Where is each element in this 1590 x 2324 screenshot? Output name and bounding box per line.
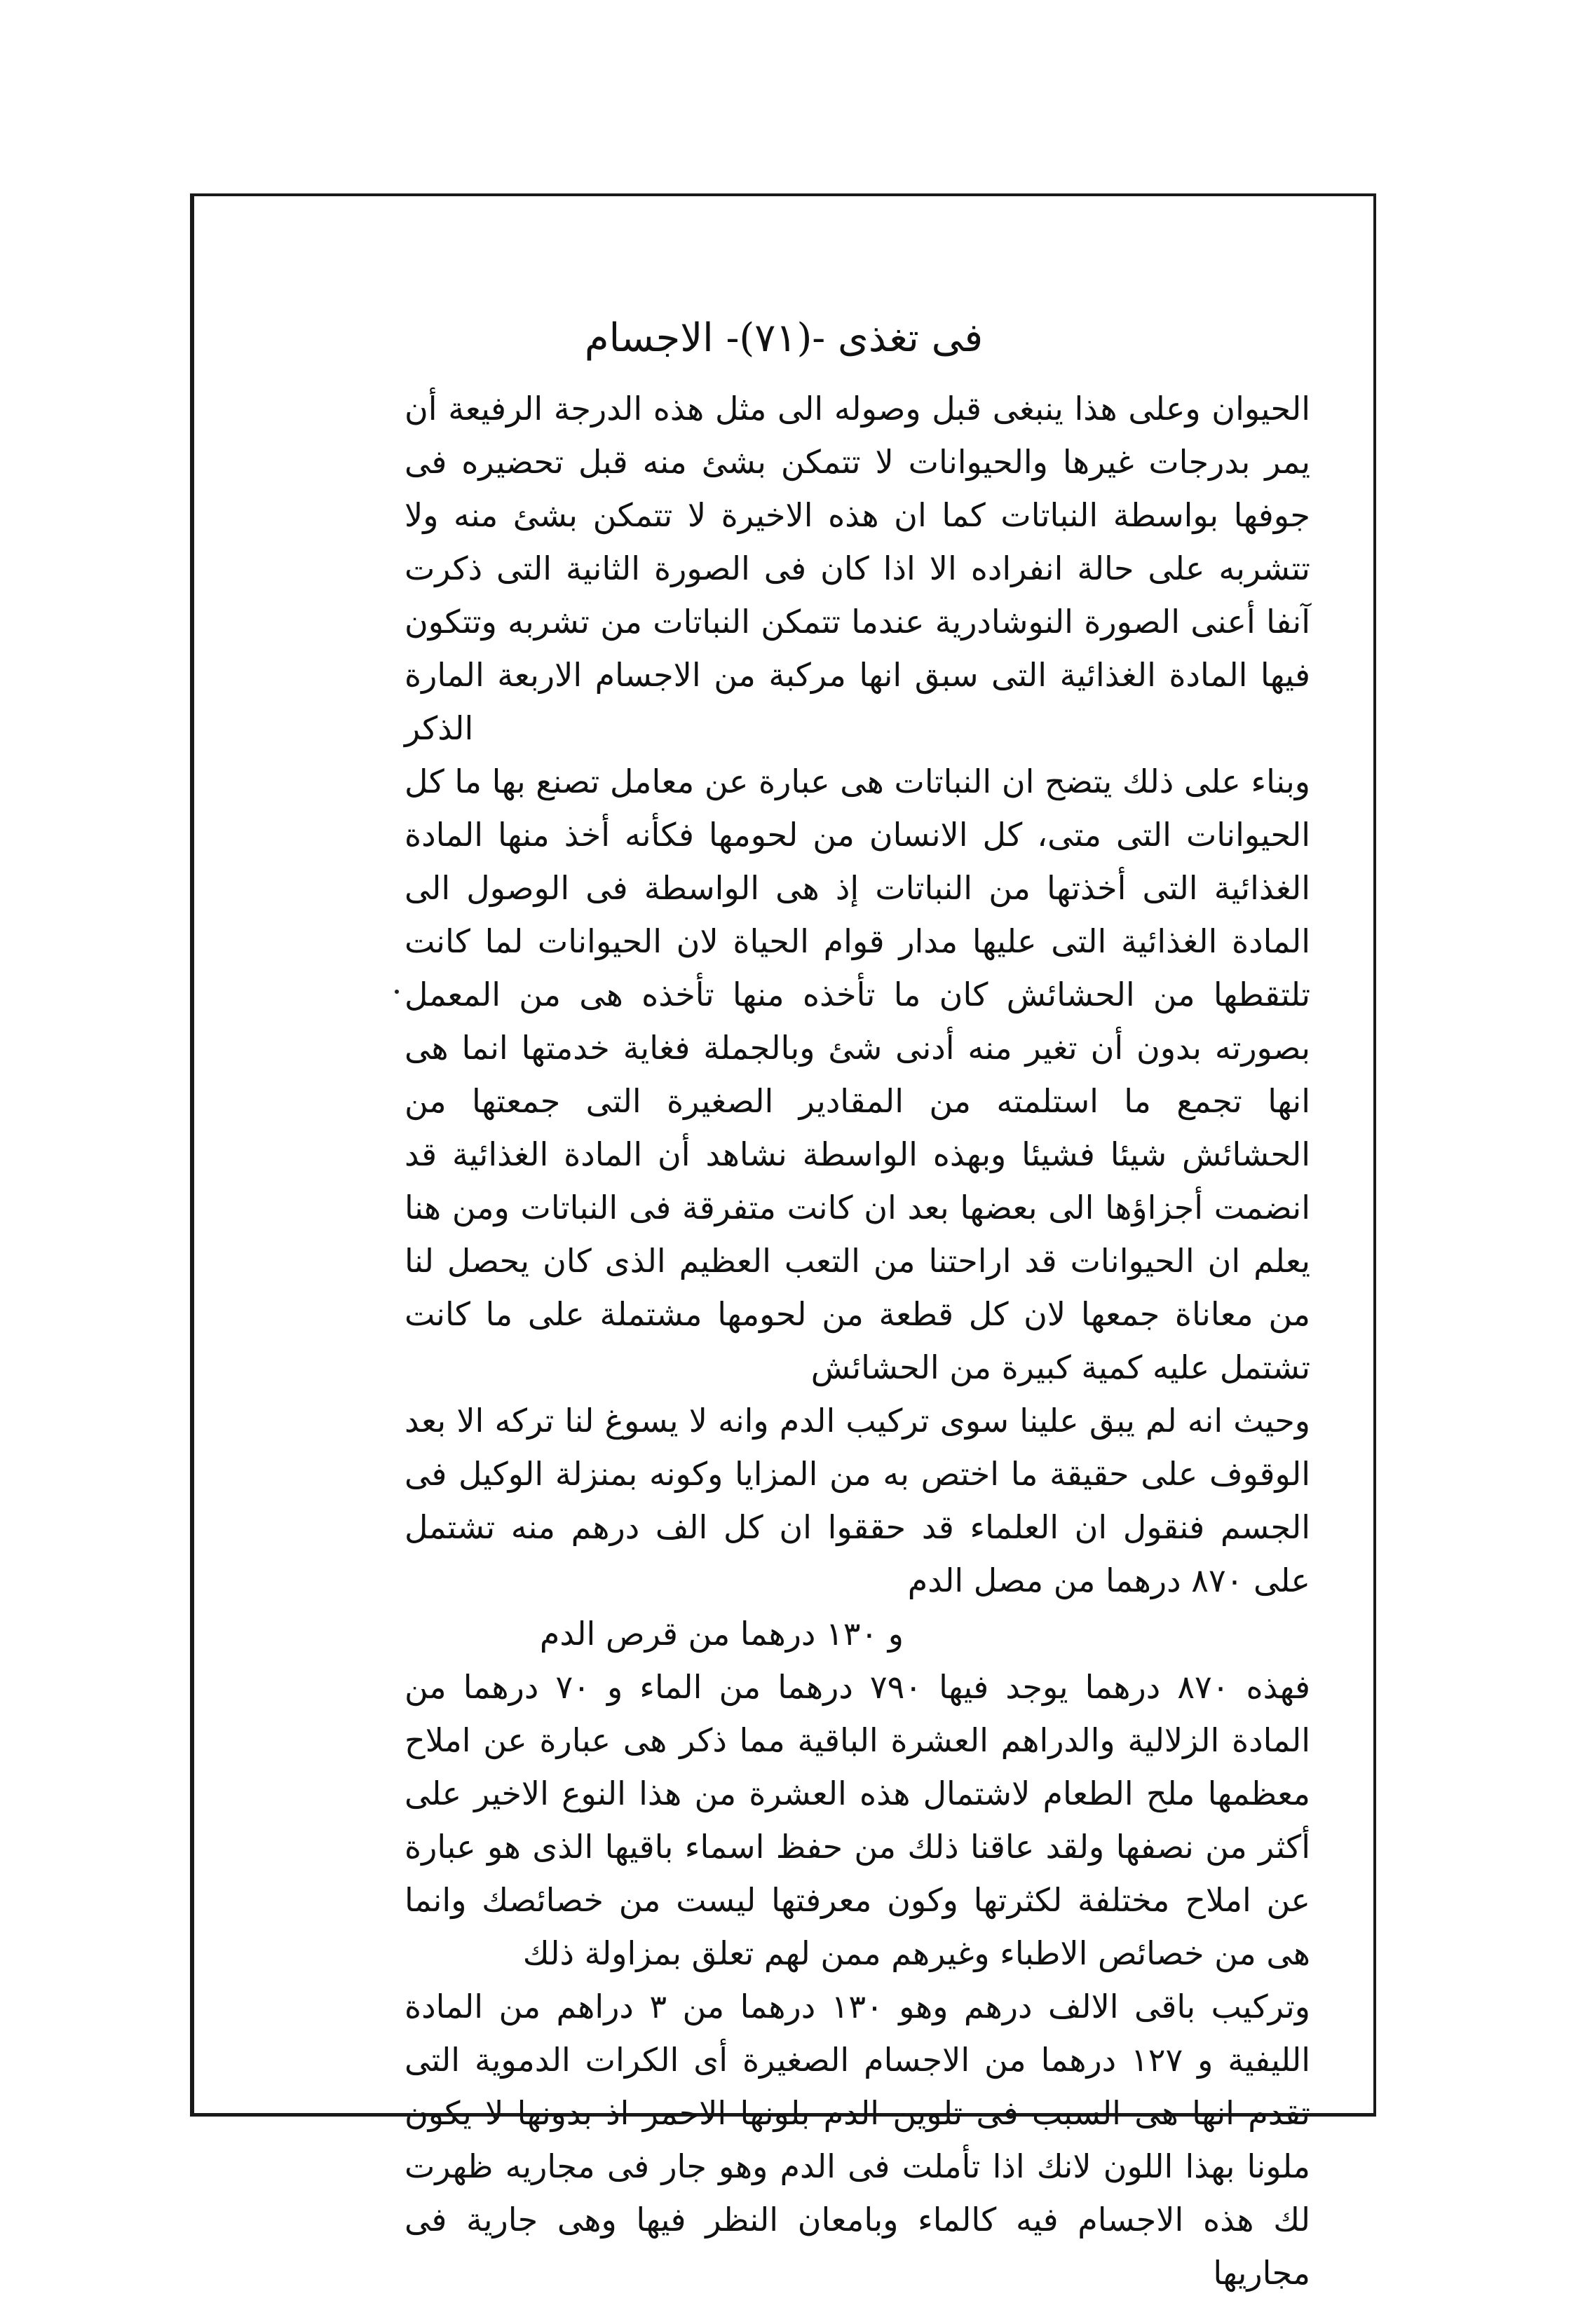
page-frame bbox=[190, 193, 1376, 2292]
paragraph-2: وبناء على ذلك يتضح ان النباتات هى عبارة عن معامل تصنع بها ما كل الحيوانات التى متى، كل الانسان من لحومها فكأنه أخذ منها المادة الغذائية التى أخذتها من النباتات إذ هى الواسطة فى الوصول الى المادة الغذائية التى عليها مدار قوام الحياة لان الحيوانات لما كانت تلتقطها من الحشائش كان ما تأخذه منها تأخذه هى من المعمل بصورته بدون أن تغير منه أدنى شئ وبالجملة فغاية خدمتها انما هى انها تجمع ما استلمته من المقادير الصغيرة التى جمعتها من الحشائش شيئا فشيئا وبهذه الواسطة نشاهد أن المادة الغذائية قد انضمت أجزاؤها الى بعضها بعد ان كانت متفرقة فى النباتات ومن هنا يعلم ان الحيوانات قد اراحتنا من التعب العظيم الذى كان يحصل لنا من معاناة جمعها لان كل قطعة من لحومها مشتملة على ما كانت تشتمل عليه كمية كبيرة من الحشائش bbox=[405, 763, 1310, 1386]
paragraph-6: وتركيب باقى الالف درهم وهو ١٣٠ درهما من ٣ دراهم من المادة الليفية و ١٢٧ درهما من الاجسام الصغيرة أى الكرات الدموية التى تقدم انها هى السبب فى تلوين الدم بلونها الاحمر اذ بدونها لا يكون ملونا بهذا اللون لانك اذا تأملت فى الدم وهو جار فى مجاريه ظهرت لك هذه الاجسام فيه كالماء وبامعان النظر فيها وهى جارية فى مجاريها bbox=[405, 1988, 1310, 2292]
body-text bbox=[405, 382, 1310, 2299]
paragraph-4 bbox=[405, 1607, 1310, 1660]
blood-disc-line: و ١٣٠ درهما من قرص الدم bbox=[539, 1615, 904, 1653]
ink-speck bbox=[395, 990, 399, 994]
paragraph-5: فهذه ٨٧٠ درهما يوجد فيها ٧٩٠ درهما من الماء و ٧٠ درهما من المادة الزلالية والدراهم العشرة الباقية مما ذكر هى عبارة عن املاح معظمها ملح الطعام لاشتمال هذه العشرة من هذا النوع الاخير على أكثر من نصفها ولقد عاقنا ذلك من حفظ اسماء باقيها الذى هو عبارة عن املاح مختلفة لكثرتها وكون معرفتها ليست من خصائصك وانما هى من خصائص الاطباء وغيرهم ممن لهم تعلق بمزاولة ذلك bbox=[405, 1668, 1310, 1972]
paragraph-1: الحيوان وعلى هذا ينبغى قبل وصوله الى مثل هذه الدرجة الرفيعة أن يمر بدرجات غيرها والحيوانات لا تتمكن بشئ منه قبل تحضيره فى جوفها بواسطة النباتات كما ان هذه الاخيرة لا تتمكن بشئ منه ولا تتشربه على حالة انفراده الا اذا كان فى الصورة الثانية التى ذكرت آنفا أعنى الصورة النوشادرية عندما تتمكن النباتات من تشربه وتتكون فيها المادة الغذائية التى سبق انها مركبة من الاجسام الاربعة المارة الذكر bbox=[405, 390, 1310, 747]
page-header: فى تغذى -(٧١)- الاجسام bbox=[584, 315, 984, 361]
paragraph-3: وحيث انه لم يبق علينا سوى تركيب الدم وانه لا يسوغ لنا تركه الا بعد الوقوف على حقيقة ما اختص به من المزايا وكونه بمنزلة الوكيل فى الجسم فنقول ان العلماء قد حققوا ان كل الف درهم منه تشتمل على ٨٧٠ درهما من مصل الدم bbox=[405, 1402, 1310, 1599]
